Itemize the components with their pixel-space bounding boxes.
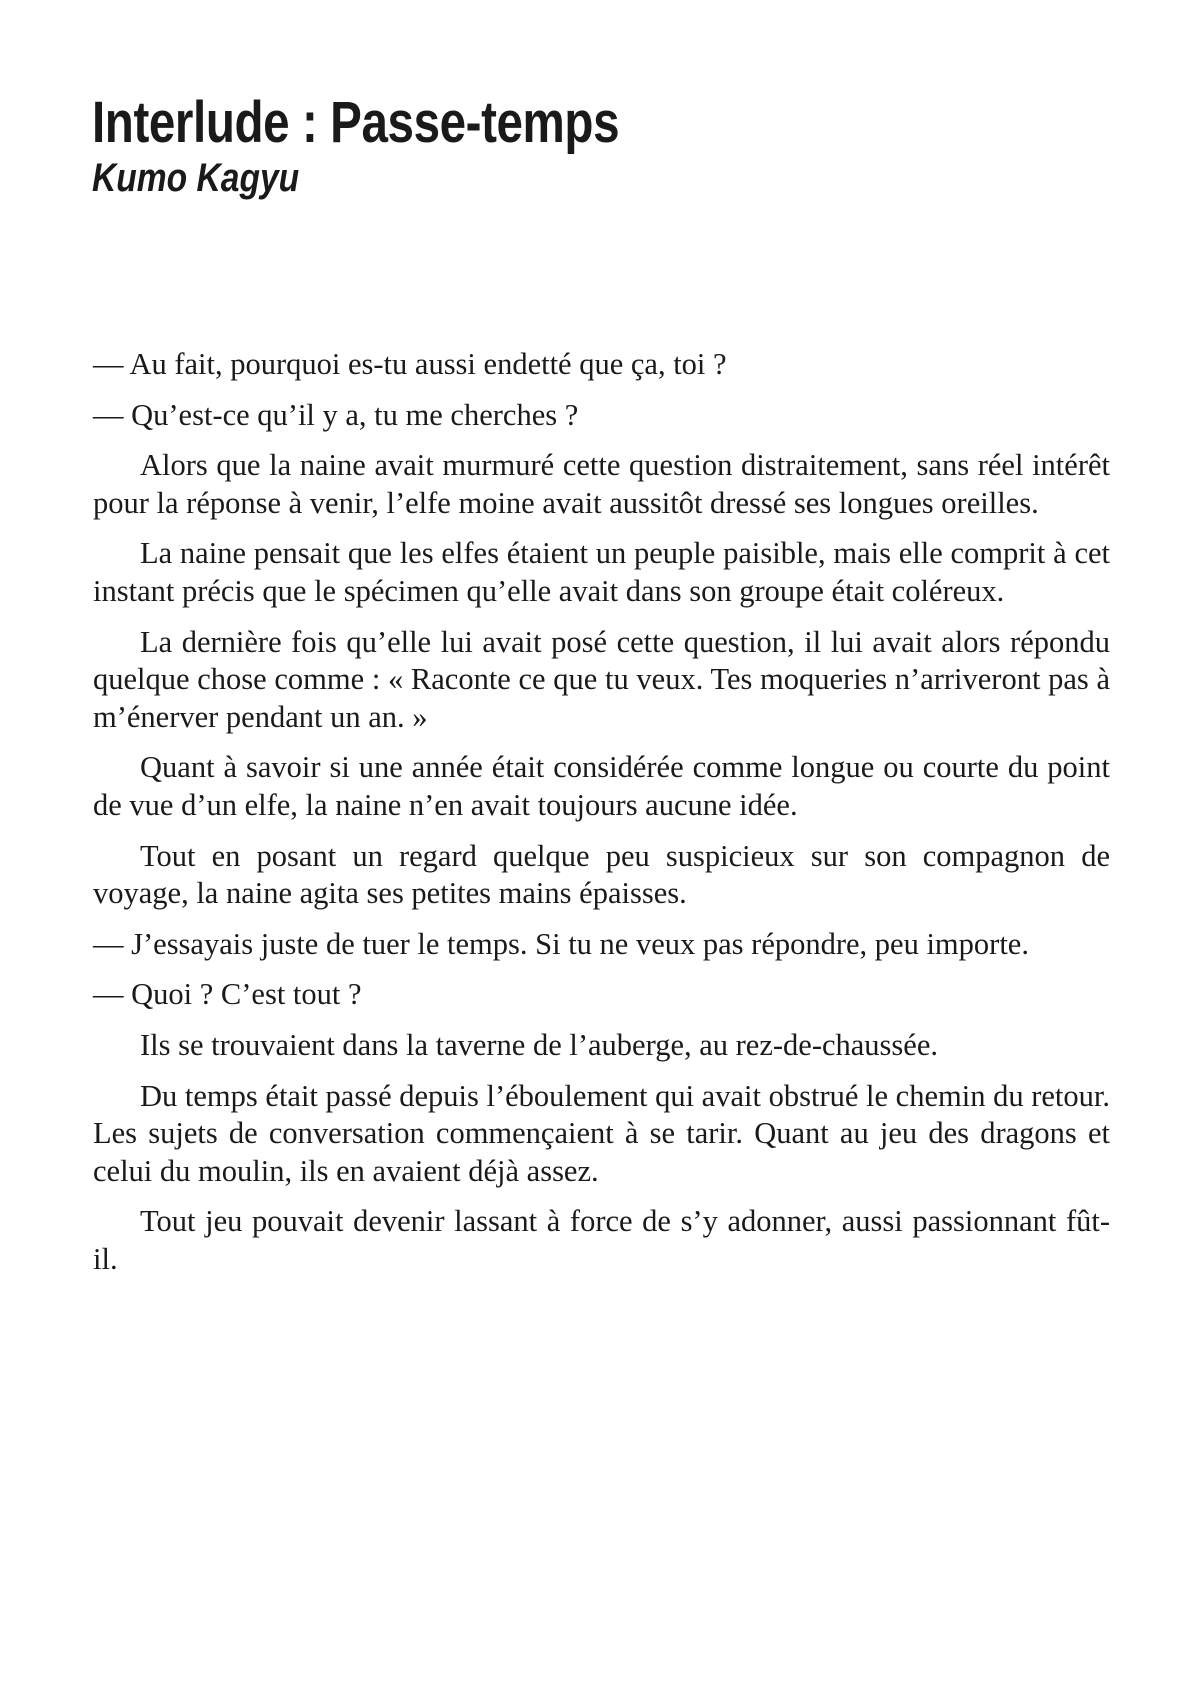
paragraph-dialogue: — J’essayais juste de tuer le temps. Si tu ne veux pas répondre, peu importe. — [93, 926, 1029, 961]
chapter-author: Kumo Kagyu — [92, 156, 300, 200]
paragraph-narration: Quant à savoir si une année était considérée comme longue ou courte du point de vue d’un elfe, la naine n’en avait toujours aucune idée. — [93, 750, 1110, 822]
paragraph-dialogue: — Qu’est-ce qu’il y a, tu me cherches ? — [93, 397, 579, 432]
paragraph-narration: La naine pensait que les elfes étaient un peuple paisible, mais elle comprit à cet instant précis que le spécimen qu’elle avait dans son groupe était coléreux. — [93, 536, 1110, 608]
chapter-header — [92, 92, 735, 200]
paragraph-dialogue: — Au fait, pourquoi es-tu aussi endetté que ça, toi ? — [93, 347, 727, 381]
paragraph-narration: Du temps était passé depuis l’éboulement qui avait obstrué le chemin du retour. Les sujets de conversation commençaient à se tarir. Quant au jeu des dragons et celui du moulin, ils en avaient déjà assez. — [93, 1078, 1110, 1188]
chapter-body — [93, 346, 1110, 1291]
paragraph-narration: Ils se trouvaient dans la taverne de l’auberge, au rez-de-chaussée. — [140, 1027, 938, 1062]
paragraph-narration: La dernière fois qu’elle lui avait posé cette question, il lui avait alors répondu quelque chose comme : « Raconte ce que tu veux. Tes moqueries n’arriveront pas à m’énerver pendant un an. » — [93, 624, 1110, 734]
paragraph-narration: Tout en posant un regard quelque peu suspicieux sur son compagnon de voyage, la naine agita ses petites mains épaisses. — [93, 838, 1110, 911]
paragraph-dialogue: — Quoi ? C’est tout ? — [93, 977, 362, 1012]
chapter-title: Interlude : Passe-temps — [92, 90, 620, 155]
paragraph-narration: Tout jeu pouvait devenir lassant à force de s’y adonner, aussi passionnant fût-il. — [93, 1204, 1110, 1276]
paragraph-narration: Alors que la naine avait murmuré cette question distraitement, sans réel intérêt pour la réponse à venir, l’elfe moine avait aussitôt dressé ses longues oreilles. — [93, 448, 1110, 520]
